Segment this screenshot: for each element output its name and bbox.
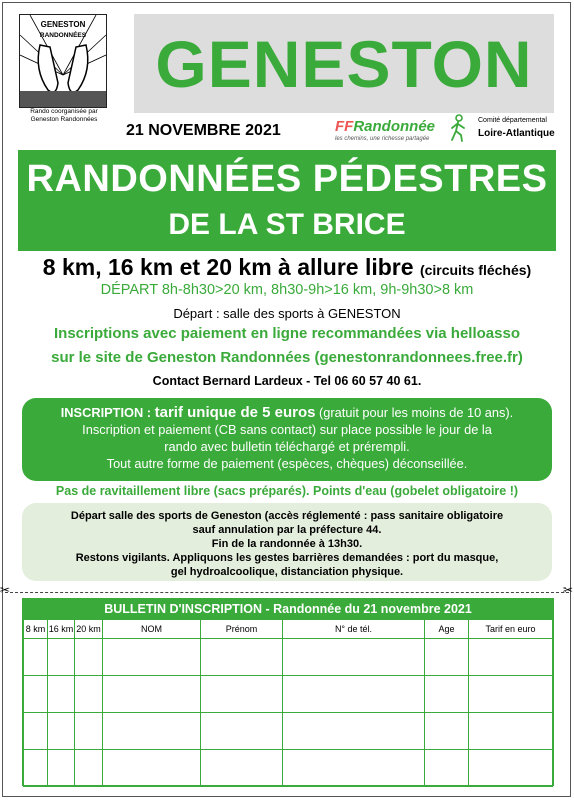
form-cell[interactable] xyxy=(24,750,48,787)
form-cell[interactable] xyxy=(469,750,553,787)
table-row xyxy=(24,676,553,713)
col-tel: N° de tél. xyxy=(283,620,425,639)
form-cell[interactable] xyxy=(283,639,425,676)
title-banner xyxy=(134,14,554,113)
form-cell[interactable] xyxy=(469,676,553,713)
form-cell[interactable] xyxy=(24,713,48,750)
col-tarif: Tarif en euro xyxy=(469,620,553,639)
distances-main: 8 km, 16 km et 20 km à allure libre xyxy=(42,254,414,280)
info-line5: gel hydroalcoolique, distanciation physique. xyxy=(170,566,404,578)
page-title: GENESTON xyxy=(155,26,533,101)
inscription-price: tarif unique de 5 euros xyxy=(154,404,316,421)
form-cell[interactable] xyxy=(48,750,75,787)
form-cell[interactable] xyxy=(201,750,283,787)
info-line2: sauf annulation par la préfecture 44. xyxy=(192,524,382,536)
col-16km: 16 km xyxy=(48,620,75,639)
cut-line xyxy=(5,592,569,593)
scissors-icon: ✂ xyxy=(0,583,11,597)
form-cell[interactable] xyxy=(75,676,103,713)
form-cell[interactable] xyxy=(103,750,201,787)
form-cell[interactable] xyxy=(283,676,425,713)
form-cell[interactable] xyxy=(283,750,425,787)
inscription-line2: Inscription et paiement (CB sans contact) sur place possible le jour de la xyxy=(82,422,492,437)
form-cell[interactable] xyxy=(75,713,103,750)
form-table xyxy=(23,619,553,787)
inscription-price-line xyxy=(22,404,552,421)
online-inscription-line1: Inscriptions avec paiement en ligne recommandées via helloasso xyxy=(53,325,520,342)
info-line3: Fin de la randonnée à 13h30. xyxy=(211,538,363,550)
form-header-row xyxy=(24,620,553,639)
col-age: Age xyxy=(425,620,469,639)
form-cell[interactable] xyxy=(75,639,103,676)
form-cell[interactable] xyxy=(469,639,553,676)
form-title: BULLETIN D'INSCRIPTION - Randonnée du 21 novembre 2021 xyxy=(23,599,553,619)
form-cell[interactable] xyxy=(103,676,201,713)
event-banner xyxy=(18,150,556,251)
inscription-line3: rando avec bulletin téléchargé et prérempli. xyxy=(164,439,410,454)
ffr-rest: Randonnée xyxy=(353,118,436,135)
col-nom: NOM xyxy=(103,620,201,639)
col-8km: 8 km xyxy=(24,620,48,639)
logo-line1: GENESTON xyxy=(40,20,86,29)
comite-line1: Comité départemental xyxy=(478,117,547,124)
feet-logo-icon xyxy=(20,15,106,107)
inscription-line4: Tout autre forme de paiement (espèces, chèques) déconseillée. xyxy=(106,456,468,471)
form-cell[interactable] xyxy=(283,713,425,750)
table-row xyxy=(24,713,553,750)
ffrandonnee-logo xyxy=(335,118,435,135)
form-cell[interactable] xyxy=(24,676,48,713)
logo-caption-line2: Geneston Randonnées xyxy=(30,116,98,123)
form-cell[interactable] xyxy=(469,713,553,750)
form-cell[interactable] xyxy=(425,639,469,676)
distances-note: (circuits fléchés) xyxy=(419,262,532,278)
form-cell[interactable] xyxy=(24,639,48,676)
form-cell[interactable] xyxy=(425,713,469,750)
form-cell[interactable] xyxy=(48,639,75,676)
contact: Contact Bernard Lardeux - Tel 06 60 57 40 61. xyxy=(152,374,422,388)
hiker-icon xyxy=(448,114,468,142)
form-cell[interactable] xyxy=(425,676,469,713)
form-cell[interactable] xyxy=(201,639,283,676)
online-inscription-line2: sur le site de Geneston Randonnées (genestonrandonnees.free.fr) xyxy=(51,349,523,366)
registration-form xyxy=(22,598,554,786)
comite-line2: Loire-Atlantique xyxy=(478,128,555,139)
banner-line2: DE LA ST BRICE xyxy=(168,208,406,241)
logo-caption-line1: Rando coorganisée par xyxy=(30,108,98,115)
form-cell[interactable] xyxy=(201,676,283,713)
inscription-price-note: (gratuit pour les moins de 10 ans). xyxy=(319,405,514,420)
scissors-icon: ✂ xyxy=(563,583,574,597)
ffr-tagline: les chemins, une richesse partagée xyxy=(335,136,430,142)
geneston-randonnees-logo xyxy=(19,14,107,108)
form-cell[interactable] xyxy=(48,713,75,750)
distances xyxy=(0,254,574,281)
table-row xyxy=(24,750,553,787)
form-cell[interactable] xyxy=(103,639,201,676)
form-cell[interactable] xyxy=(103,713,201,750)
col-prenom: Prénom xyxy=(201,620,283,639)
info-line4: Restons vigilants. Appliquons les gestes barrières demandées : port du masque, xyxy=(75,552,499,564)
logo-line2: RANDONNÉES xyxy=(39,32,87,39)
col-20km: 20 km xyxy=(75,620,103,639)
table-row xyxy=(24,639,553,676)
sanitary-info-box xyxy=(22,503,552,581)
event-date: 21 NOVEMBRE 2021 xyxy=(126,122,281,139)
form-cell[interactable] xyxy=(425,750,469,787)
form-cell[interactable] xyxy=(48,676,75,713)
inscription-label: INSCRIPTION : xyxy=(60,405,152,420)
depart-place: Départ : salle des sports à GENESTON xyxy=(173,306,401,321)
inscription-box xyxy=(22,398,552,481)
form-cell[interactable] xyxy=(201,713,283,750)
info-line1: Départ salle des sports de Geneston (accès réglementé : pass sanitaire obligatoire xyxy=(70,510,504,522)
ravitaillement: Pas de ravitaillement libre (sacs préparés). Points d'eau (gobelet obligatoire !) xyxy=(55,484,519,498)
banner-line1: RANDONNÉES PÉDESTRES xyxy=(26,158,548,200)
form-cell[interactable] xyxy=(75,750,103,787)
logo-caption xyxy=(14,108,114,124)
depart-times: DÉPART 8h-8h30>20 km, 8h30-9h>16 km, 9h-9h30>8 km xyxy=(100,282,474,298)
ffr-ff: FF xyxy=(335,118,354,135)
